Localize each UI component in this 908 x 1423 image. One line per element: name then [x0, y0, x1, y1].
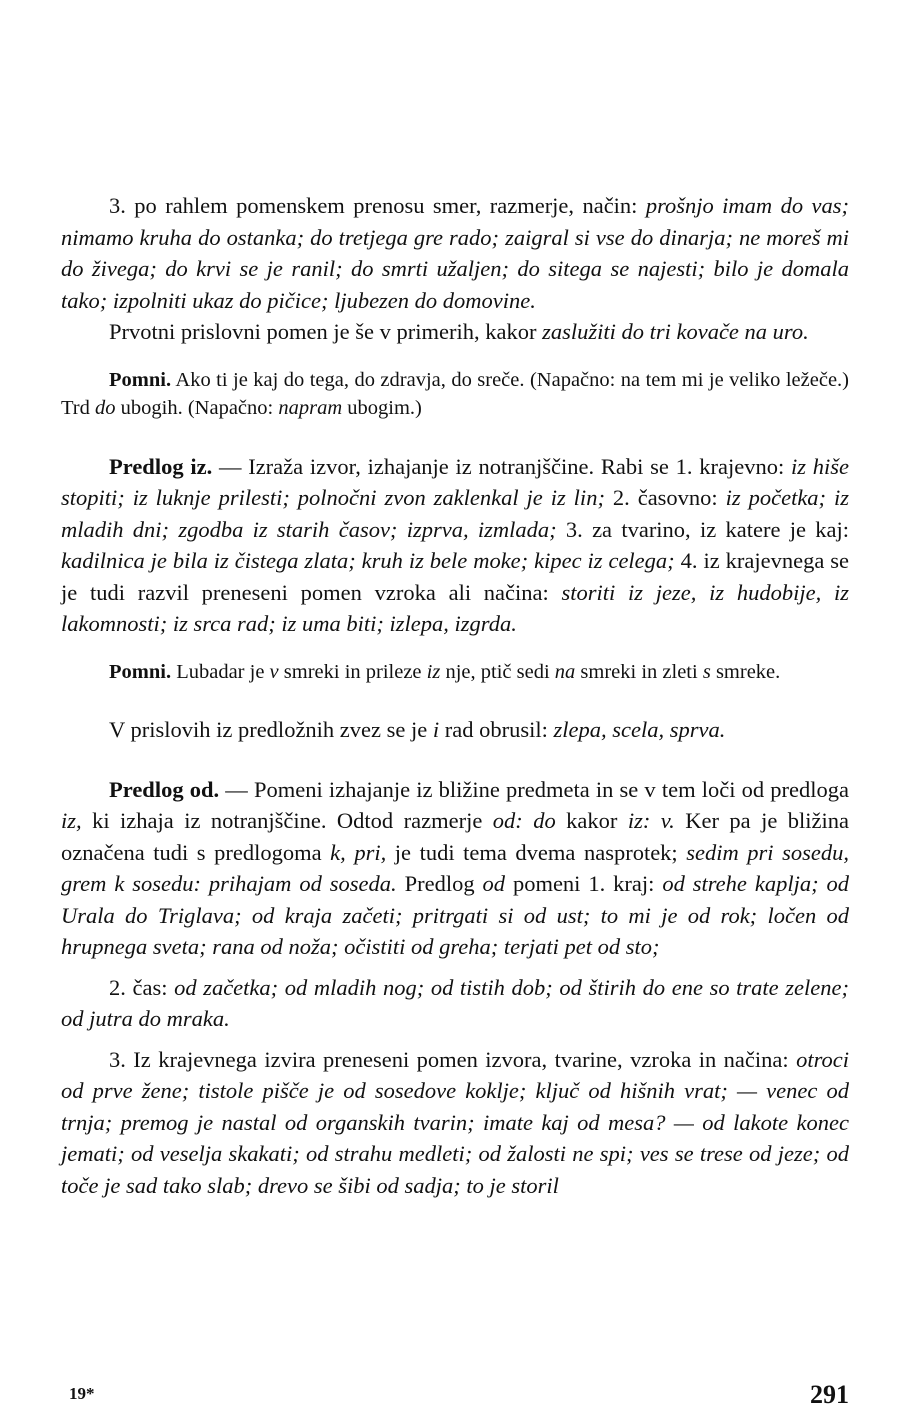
paragraph: V prislovih iz predložnih zvez se je i rad obrusil: zlepa, scela, sprva.	[109, 717, 726, 742]
page-footer	[61, 1382, 849, 1422]
paragraph: 2. čas: od začetka; od mladih nog; od tistih dob; od štirih do ene so trate zelene; od jutra do mraka.	[61, 974, 849, 1031]
page-number: 291	[810, 1380, 849, 1409]
paragraph: Prvotni prislovni pomen je še v primerih, kakor zaslužiti do tri kovače na uro.	[109, 319, 809, 344]
paragraph: 3. po rahlem pomenskem prenosu smer, razmerje, način: prošnjo imam do vas; nimamo kruha do ostanka; do tretjega gre rado; zaigral si vse do dinarja; ne moreš mi do živega; do krvi se je ranil; do smrti užaljen; do sitega se najesti; bilo je domala tako; izpolniti ukaz do pičice; ljubezen do domovine.	[61, 193, 849, 313]
paragraph: Pomni. Lubadar je v smreki in prileze iz nje, ptič sedi na smreki in zleti s smreke.	[109, 660, 781, 683]
paragraph: Predlog od. — Pomeni izhajanje iz bližine predmeta in se v tem loči od predloga iz, ki izhaja iz notranjščine. Odtod razmerje od: do kakor iz: v. Ker pa je bližina označena tudi s predlogoma k, pri, je tudi tema dvema nasprotek; sedim pri sosedu, grem k sosedu: prihajam od soseda. Predlog od pomeni 1. kraj: od strehe kaplja; od Urala do Triglava; od kraja začeti; pritrgati si od ust; to mi je od rok; ločen od hrupnega sveta; rana od noža; očistiti od greha; terjati pet od sto;	[61, 776, 849, 959]
signature-mark: 19*	[69, 1384, 95, 1403]
page-body	[61, 190, 849, 1201]
paragraph: Pomni. Ako ti je kaj do tega, do zdravja, do sreče. (Napačno: na tem mi je veliko ležeče.) Trd do ubogih. (Napačno: napram ubogim.)	[61, 368, 849, 419]
paragraph: Predlog iz. — Izraža izvor, izhajanje iz notranjščine. Rabi se 1. krajevno: iz hiše stopiti; iz luknje prilesti; polnočni zvon zaklenkal je iz lin; 2. časovno: iz početka; iz mladih dni; zgodba iz starih časov; izprva, izmlada; 3. za tvarino, iz katere je kaj: kadilnica je bila iz čistega zlata; kruh iz bele moke; kipec iz celega; 4. iz krajevnega se je tudi razvil preneseni pomen vzroka ali načina: storiti iz jeze, iz hudobije, iz lakomnosti; iz srca rad; iz uma biti; izlepa, izgrda.	[61, 453, 849, 636]
paragraph: 3. Iz krajevnega izvira preneseni pomen izvora, tvarine, vzroka in načina: otroci od prve žene; tistole pišče je od sosedove koklje; ključ od hišnih vrat; — venec od trnja; premog je nastal od organskih tvarin; imate kaj od mesa? — od lakote konec jemati; od veselja skakati; od strahu medleti; od žalosti ne spi; ves se trese od jeze; od toče je sad tako slab; drevo se šibi od sadja; to je storil	[61, 1046, 849, 1198]
